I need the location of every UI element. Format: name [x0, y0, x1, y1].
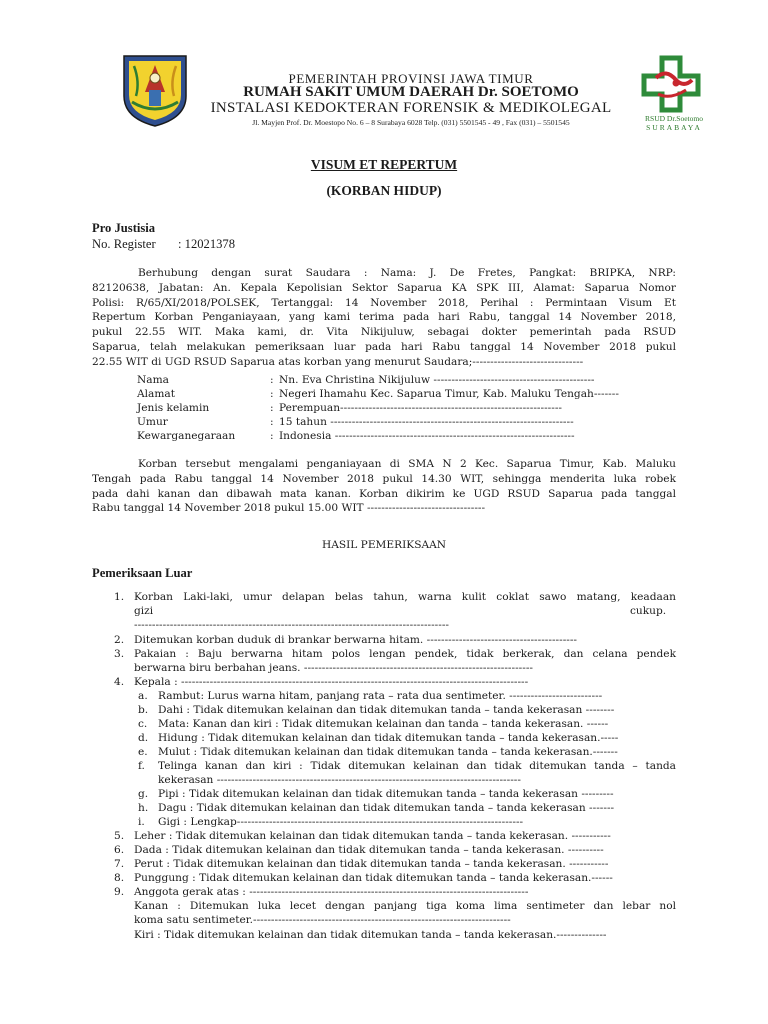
item-number: 5. — [114, 830, 125, 842]
subitem-letter: e. — [138, 746, 148, 758]
paragraph-line: 22.55 WIT di UGD RSUD Saparua atas korban yang menurut Saudara;------------------------------- — [92, 355, 584, 368]
letterhead-hospital: RUMAH SAKIT UMUM DAERAH Dr. SOETOMO — [243, 84, 579, 100]
identity-colon: : — [270, 388, 274, 400]
paragraph-line: 82120638, Jabatan: An. Kepala Kepolisian Sektor Saparua KA SPK III, Alamat: Saparua Nomor — [92, 281, 676, 294]
paragraph-line: Saparua, telah melakukan pemeriksaan luar pada hari Rabu tanggal 14 November 2018 pukul — [92, 340, 676, 353]
identity-label: Umur — [137, 416, 168, 428]
subitem-text: Mulut : Tidak ditemukan kelainan dan tidak ditemukan tanda – tanda kekerasan.------- — [158, 746, 618, 758]
pro-justisia: Pro Justisia — [92, 221, 156, 235]
item-number: 8. — [114, 872, 125, 884]
paragraph-line: Polisi: R/65/XI/2018/POLSEK, Tertanggal: 14 November 2018, Perihal : Permintaan Visum Et — [92, 296, 676, 309]
item-text: Kanan : Ditemukan luka lecet dengan panjang tiga koma lima sentimeter dan lebar nol — [134, 900, 676, 912]
identity-value: Negeri Ihamahu Kec. Saparua Timur, Kab. Maluku Tengah------- — [279, 388, 619, 400]
item-text: gizi — [134, 605, 154, 617]
letterhead-address: Jl. Mayjen Prof. Dr. Moestopo No. 6 – 8 Surabaya 6028 Telp. (031) 5501545 - 49 , Fax (031) – 5501545 — [252, 118, 570, 127]
item-number: 4. — [114, 676, 125, 688]
identity-row — [137, 388, 682, 402]
subitem-text: Dahi : Tidak ditemukan kelainan dan tidak ditemukan tanda – tanda kekerasan -------- — [158, 704, 615, 716]
register-label: No. Register — [92, 237, 156, 251]
identity-value: Indonesia ------------------------------------------------------------------- — [279, 430, 575, 442]
document-subtitle: (KORBAN HIDUP) — [326, 183, 442, 198]
identity-label: Alamat — [137, 388, 175, 400]
paragraph-line: pukul 22.55 WIT. Maka kami, dr. Vita Nikijuluw, sebagai dokter pemerintah pada RSUD — [92, 326, 676, 339]
letterhead-government: PEMERINTAH PROVINSI JAWA TIMUR — [288, 71, 534, 86]
item-text: Punggung : Tidak ditemukan kelainan dan tidak ditemukan tanda – tanda kekerasan.------ — [134, 872, 613, 884]
identity-colon: : — [270, 402, 274, 414]
subitem-letter: b. — [138, 704, 149, 716]
rsud-logo-caption — [634, 114, 714, 132]
identity-value: 15 tahun -------------------------------------------------------------------- — [279, 416, 574, 428]
subitem-text: Dagu : Tidak ditemukan kelainan dan tidak ditemukan tanda – tanda kekerasan ------- — [158, 802, 615, 814]
identity-row — [137, 416, 682, 430]
identity-colon: : — [270, 416, 274, 428]
results-heading: HASIL PEMERIKSAAN — [321, 539, 447, 551]
identity-colon: : — [270, 374, 274, 386]
subitem-text: Pipi : Tidak ditemukan kelainan dan tidak ditemukan tanda – tanda kekerasan --------- — [158, 788, 614, 800]
opening-paragraph — [92, 266, 676, 370]
subitem-text: Telinga kanan dan kiri : Tidak ditemukan kelainan dan tidak ditemukan tanda – tanda — [158, 760, 676, 772]
paragraph-line: Tengah pada Rabu tanggal 14 November 2018 pukul 14.30 WIT, sehingga menderita luka robek — [92, 472, 676, 485]
item-text: Ditemukan korban duduk di brankar berwarna hitam. ------------------------------------------ — [134, 634, 578, 646]
identity-colon: : — [270, 430, 274, 442]
paragraph-line: Korban tersebut mengalami penganiayaan di SMA N 2 Kec. Saparua Timur, Kab. Maluku — [138, 458, 676, 470]
subitem-text: Mata: Kanan dan kiri : Tidak ditemukan kelainan dan tanda – tanda kekerasan. ------ — [158, 718, 609, 730]
subitem-letter: g. — [138, 788, 149, 800]
incident-paragraph — [92, 457, 676, 516]
paragraph-line: Berhubung dengan surat Saudara : Nama: J. De Fretes, Pangkat: BRIPKA, NRP: — [138, 267, 676, 279]
item-number: 3. — [114, 648, 125, 660]
item-text: Leher : Tidak ditemukan kelainan dan tidak ditemukan tanda – tanda kekerasan. ----------- — [134, 830, 611, 842]
identity-row — [137, 402, 682, 416]
subitem-letter: f. — [138, 760, 145, 772]
item-text: Kiri : Tidak ditemukan kelainan dan tidak ditemukan tanda – tanda kekerasan.-------------- — [134, 929, 607, 941]
paragraph-line: pada dahi kanan dan dibawah mata kanan. Korban dikirim ke UGD RSUD Saparua pada tanggal — [92, 487, 676, 500]
paragraph-line: Repertum Korban Penganiayaan, yang kami terima pada hari Rabu, tanggal 14 November 2018, — [92, 311, 676, 324]
subitem-letter: i. — [138, 816, 145, 828]
identity-label: Nama — [137, 374, 169, 386]
item-text: Anggota gerak atas : ------------------------------------------------------------------------------ — [134, 886, 529, 898]
item-number: 7. — [114, 858, 125, 870]
item-text: ---------------------------------------------------------------------------------------- — [134, 619, 449, 631]
subitem-text: Gigi : Lengkap-------------------------------------------------------------------------------- — [158, 816, 524, 828]
external-exam-heading: Pemeriksaan Luar — [92, 566, 193, 580]
item-text: Korban Laki-laki, umur delapan belas tahun, warna kulit coklat sawo matang, keadaan — [134, 591, 676, 603]
identity-row — [137, 374, 682, 388]
item-text: Perut : Tidak ditemukan kelainan dan tidak ditemukan tanda – tanda kekerasan. ----------- — [134, 858, 609, 870]
item-text: Dada : Tidak ditemukan kelainan dan tidak ditemukan tanda – tanda kekerasan. ---------- — [134, 844, 604, 856]
identity-value: Perempuan-------------------------------------------------------------- — [279, 402, 562, 414]
rsud-logo-city: SURABAYA — [646, 123, 702, 132]
register-value: : 12021378 — [178, 237, 236, 251]
item-number: 9. — [114, 886, 125, 898]
item-text: koma satu sentimeter.------------------------------------------------------------------------ — [134, 914, 511, 926]
item-number: 1. — [114, 591, 125, 603]
identity-label: Jenis kelamin — [137, 402, 210, 414]
item-text: cukup. — [630, 605, 667, 617]
rsud-logo-name: RSUD Dr.Soetomo — [645, 114, 703, 123]
subitem-letter: d. — [138, 732, 149, 744]
item-text: Kepala : ------------------------------------------------------------------------------------------------- — [134, 676, 529, 688]
letterhead-installation: INSTALASI KEDOKTERAN FORENSIK & MEDIKOLEGAL — [210, 100, 612, 116]
subitem-letter: h. — [138, 802, 149, 814]
item-text: Pakaian : Baju berwarna hitam polos lengan pendek, tidak berkerak, dan celana pendek — [134, 648, 676, 660]
identity-label: Kewarganegaraan — [137, 430, 236, 442]
item-number: 6. — [114, 844, 125, 856]
identity-row — [137, 430, 682, 444]
subitem-text: Hidung : Tidak ditemukan kelainan dan tidak ditemukan tanda – tanda kekerasan.----- — [158, 732, 619, 744]
item-text: berwarna biru berbahan jeans. ---------------------------------------------------------------- — [134, 662, 533, 674]
paragraph-line: Rabu tanggal 14 November 2018 pukul 15.00 WIT --------------------------------- — [92, 502, 486, 515]
identity-value: Nn. Eva Christina Nikijuluw --------------------------------------------- — [279, 374, 595, 386]
subitem-text: kekerasan ------------------------------------------------------------------------------------- — [158, 774, 521, 786]
subitem-letter: a. — [138, 690, 148, 702]
document-title: VISUM ET REPERTUM — [310, 157, 458, 172]
item-number: 2. — [114, 634, 125, 646]
subitem-text: Rambut: Lurus warna hitam, panjang rata – rata dua sentimeter. -------------------------- — [158, 690, 603, 702]
subitem-letter: c. — [138, 718, 148, 730]
east-java-coat-of-arms-icon — [118, 52, 192, 128]
